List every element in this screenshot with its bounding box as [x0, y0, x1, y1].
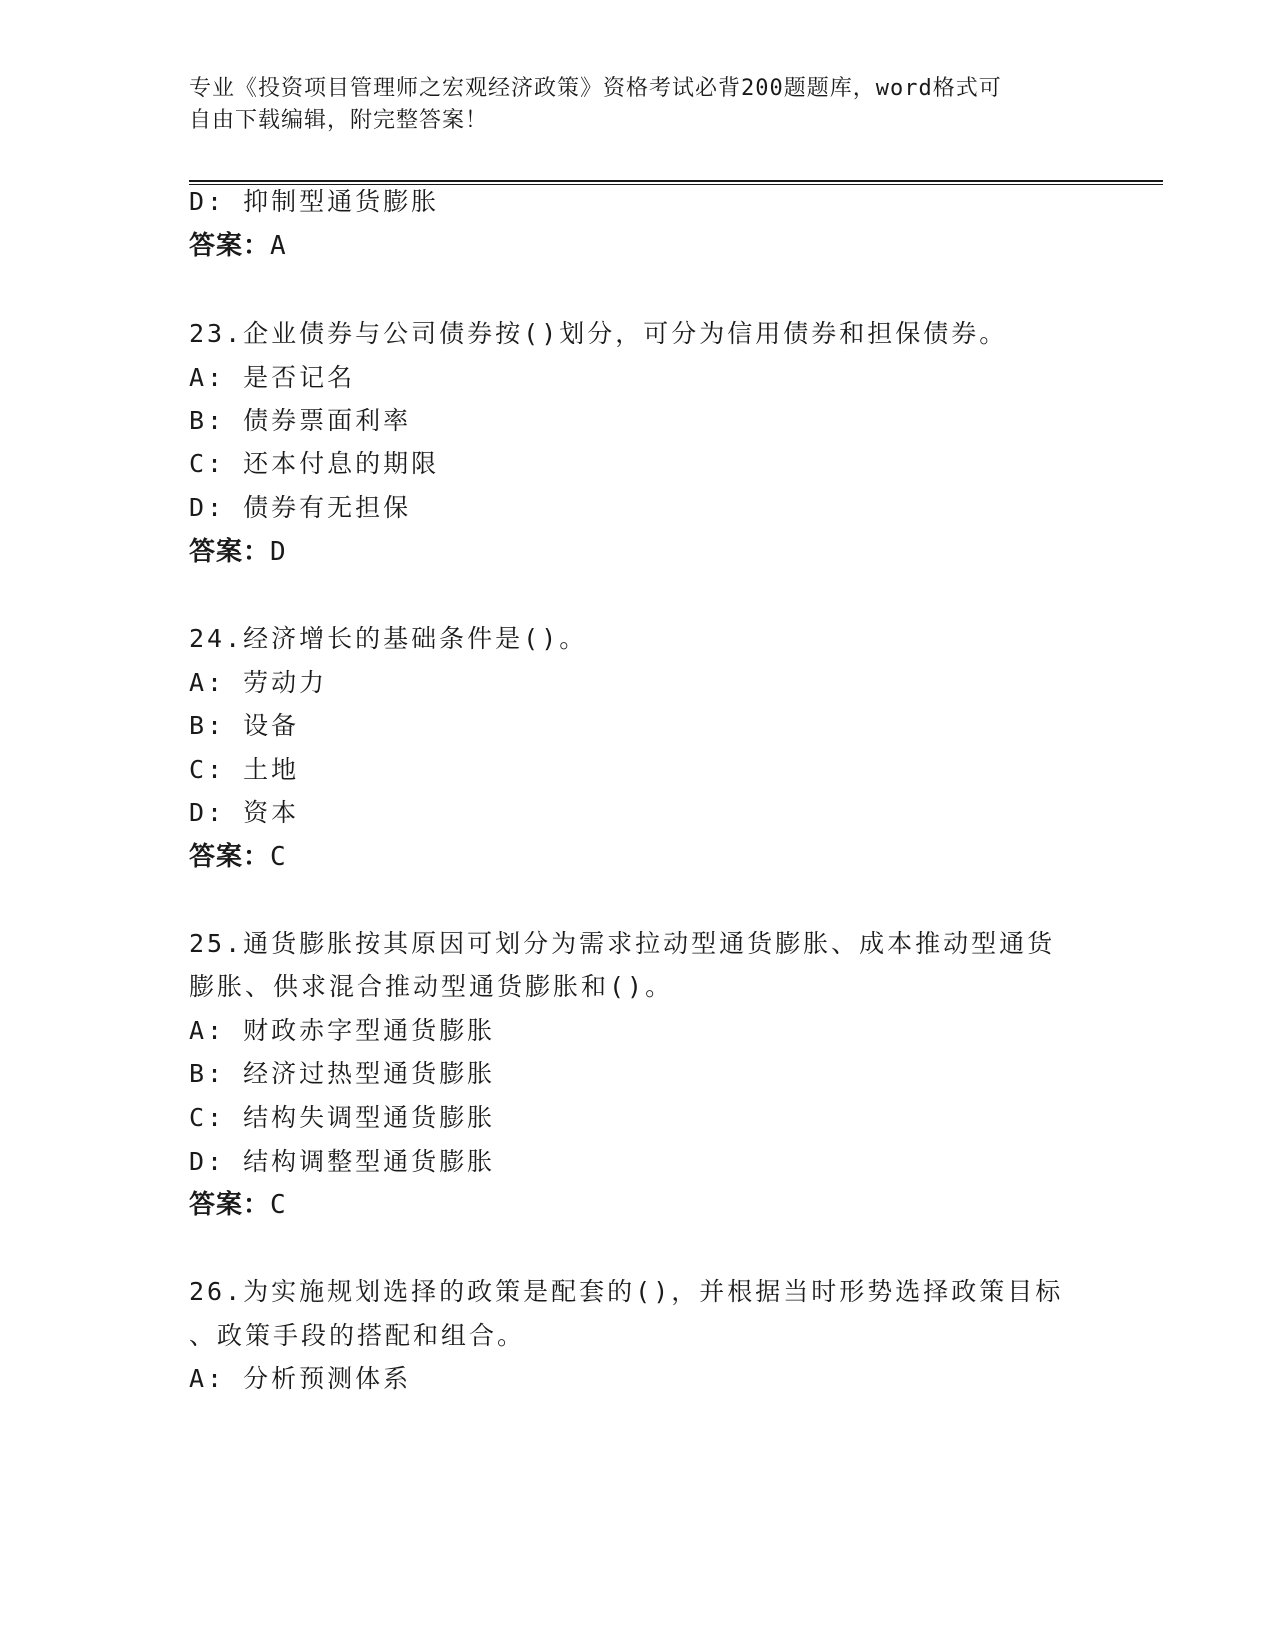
answer-label: 答案：: [189, 1190, 271, 1220]
q25-option-c: C: 结构失调型通货膨胀: [189, 1103, 496, 1132]
header-line-1: 专业《投资项目管理师之宏观经济政策》资格考试必背200题题库，word格式可: [189, 76, 1002, 101]
header-divider-thick: [189, 180, 1163, 182]
q23-option-a: A: 是否记名: [189, 363, 356, 392]
answer-value: D: [270, 537, 287, 567]
answer-label: 答案：: [189, 537, 271, 567]
header-line-2: 自由下载编辑，附完整答案！: [189, 108, 489, 133]
q26-option-a: A: 分析预测体系: [189, 1364, 412, 1393]
q25-option-d: D: 结构调整型通货膨胀: [189, 1147, 496, 1176]
q24-option-a: A: 劳动力: [189, 668, 328, 697]
question-26-line-2: 、政策手段的搭配和组合。: [189, 1321, 526, 1350]
question-25-line-1: 25.通货膨胀按其原因可划分为需求拉动型通货膨胀、成本推动型通货: [189, 929, 1056, 958]
q23-option-b: B: 债券票面利率: [189, 406, 412, 435]
answer-label: 答案：: [189, 842, 271, 872]
question-23: 23.企业债券与公司债券按()划分，可分为信用债券和担保债券。: [189, 319, 1008, 348]
q25-option-b: B: 经济过热型通货膨胀: [189, 1059, 496, 1088]
prev-answer: [189, 230, 287, 262]
q24-option-d: D: 资本: [189, 798, 300, 827]
header-divider-thin: [189, 184, 1163, 185]
question-24: 24.经济增长的基础条件是()。: [189, 624, 588, 653]
q24-option-b: B: 设备: [189, 711, 300, 740]
q25-answer: [189, 1189, 287, 1221]
q23-option-d: D: 债券有无担保: [189, 493, 412, 522]
answer-value: A: [270, 231, 287, 261]
answer-label: 答案：: [189, 231, 271, 261]
q24-answer: [189, 841, 287, 873]
question-25-line-2: 膨胀、供求混合推动型通货膨胀和()。: [189, 972, 674, 1001]
q23-answer: [189, 536, 287, 568]
question-26-line-1: 26.为实施规划选择的政策是配套的()，并根据当时形势选择政策目标: [189, 1277, 1064, 1306]
answer-value: C: [270, 1190, 287, 1220]
prev-option-d: D: 抑制型通货膨胀: [189, 187, 440, 216]
q23-option-c: C: 还本付息的期限: [189, 449, 440, 478]
answer-value: C: [270, 842, 287, 872]
q25-option-a: A: 财政赤字型通货膨胀: [189, 1016, 496, 1045]
document-header: [189, 73, 1089, 137]
q24-option-c: C: 土地: [189, 755, 300, 784]
